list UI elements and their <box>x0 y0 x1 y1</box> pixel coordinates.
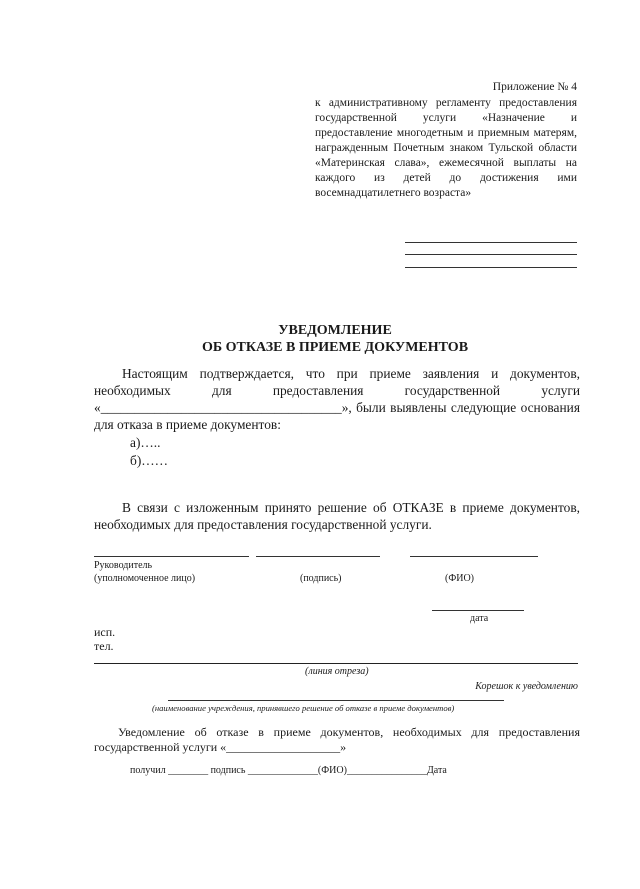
head-signature-line <box>94 556 249 557</box>
org-line <box>168 700 504 701</box>
body-paragraph-1: Настоящим подтверждается, что при приеме заявления и документов, необходимых для предоставления государственной услуги «____________________________________», были выявлены следующие основания для отказа в приеме документов: <box>94 366 580 432</box>
isp-label: исп. <box>94 625 116 639</box>
head-label: Руководитель <box>94 560 153 571</box>
body-item-b: б)…… <box>130 453 169 468</box>
cut-line-label: (линия отреза) <box>305 666 369 677</box>
org-label: (наименование учреждения, принявшего решение об отказе в приеме документов) <box>152 703 455 713</box>
received-line: получил ________ подпись ______________(ФИО)________________Дата <box>130 765 447 776</box>
title-line-2: ОБ ОТКАЗЕ В ПРИЕМЕ ДОКУМЕНТОВ <box>201 340 469 355</box>
stub-title: Корешок к уведомлению <box>475 681 578 692</box>
date-line <box>432 610 524 611</box>
body-item-a: а)….. <box>130 435 161 450</box>
address-line-3 <box>405 267 577 268</box>
title-line-1: УВЕДОМЛЕНИЕ <box>278 323 392 338</box>
body-paragraph-2: В связи с изложенным принято решение об ОТКАЗЕ в приеме документов, необходимых для предоставления государственной услуги. <box>94 500 580 532</box>
address-line-1 <box>405 242 577 243</box>
cut-line <box>94 663 578 664</box>
fio-line <box>410 556 538 557</box>
sign-line <box>256 556 380 557</box>
fio-label: (ФИО) <box>445 573 475 584</box>
stub-notice-text: Уведомление об отказе в приеме документов, необходимых для предоставления государственной услуги «___________________» <box>94 725 580 754</box>
tel-label: тел. <box>94 639 114 653</box>
appendix-heading: Приложение № 4 <box>492 81 577 93</box>
date-label: дата <box>470 613 489 624</box>
address-line-2 <box>405 254 577 255</box>
head-sublabel: (уполномоченное лицо) <box>94 573 196 584</box>
appendix-text: к административному регламенту предоставления государственной услуги «Назначение и предоставление многодетным и приемным матерям, награжденным Почетным знаком Тульской области «Материнская слава», ежемесячной выплаты на каждого из детей до достижения ими восемнадцатилетнего возраста» <box>315 97 577 199</box>
sign-label: (подпись) <box>300 573 342 584</box>
